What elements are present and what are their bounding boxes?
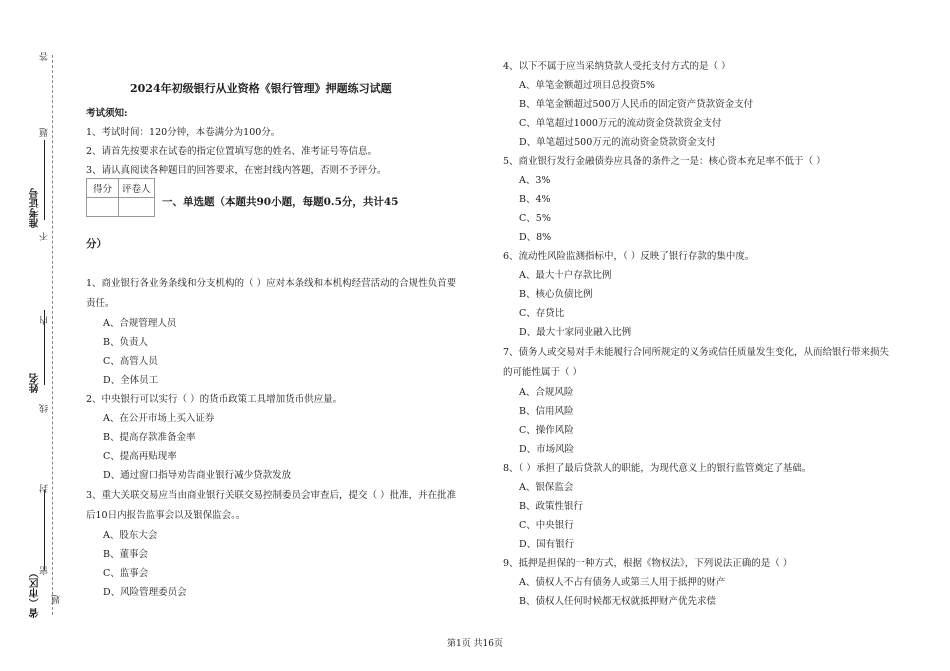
cut-mark: 答 xyxy=(40,52,50,61)
grader-label: 评卷人 xyxy=(119,179,155,198)
answer-option: A、债权人不占有债务人或第三人用于抵押的财产 xyxy=(519,577,726,588)
notice-item: 2、请首先按要求在试卷的指定位置填写您的姓名、准考证号等信息。 xyxy=(86,146,378,157)
question-text: 6、流动性风险监测指标中，（ ）反映了银行存款的集中度。 xyxy=(503,251,755,262)
answer-option: A、银保监会 xyxy=(519,482,574,493)
cut-mark: 内 xyxy=(40,316,50,325)
answer-option: C、监事会 xyxy=(103,568,149,579)
score-box xyxy=(86,178,155,217)
notice-item: 1、考试时间：120分钟，本卷满分为100分。 xyxy=(86,127,281,138)
question-text: 后10日内报告监事会以及银保监会。。 xyxy=(86,510,246,521)
question-text: 7、债务人或交易对手未能履行合同所规定的义务或信任质量发生变化，从而给银行带来损失 xyxy=(503,347,890,358)
province-underline xyxy=(44,490,45,570)
answer-option: C、提高再贴现率 xyxy=(103,451,177,462)
answer-option: C、中央银行 xyxy=(519,520,574,531)
cut-mark: 题 xyxy=(40,128,50,137)
answer-option: B、核心负债比例 xyxy=(519,289,593,300)
cut-mark: 不 xyxy=(40,232,50,241)
answer-option: A、合规风险 xyxy=(519,387,574,398)
answer-option: A、3% xyxy=(519,175,551,186)
question-text: 的可能性属于（ ） xyxy=(503,367,583,378)
answer-option: C、5% xyxy=(519,213,551,224)
question-text: 1、商业银行各业务条线和分支机构的（ ）应对本条线和本机构经营活动的合规性负首要 xyxy=(86,278,457,289)
cut-mark: 题 xyxy=(52,595,62,604)
answer-option: B、负责人 xyxy=(103,337,148,348)
answer-option: D、全体员工 xyxy=(103,375,159,386)
question-text: 5、商业银行发行金融债券应具备的条件之一是：核心资本充足率不低于（ ） xyxy=(503,156,826,167)
answer-option: D、8% xyxy=(519,232,552,243)
score-cell xyxy=(87,198,119,217)
answer-option: B、政策性银行 xyxy=(519,501,583,512)
answer-option: C、高管人员 xyxy=(103,356,158,367)
answer-option: B、董事会 xyxy=(103,549,148,560)
answer-option: D、风险管理委员会 xyxy=(103,587,187,598)
answer-option: A、单笔金额超过项目总投资5% xyxy=(519,80,655,91)
answer-option: A、合规管理人员 xyxy=(103,318,177,329)
answer-option: D、单笔超过500万元的流动资金贷款资金支付 xyxy=(519,137,716,148)
question-text: 3、重大关联交易应当由商业银行关联交易控制委员会审查后，提交（ ）批准，并在批准 xyxy=(86,490,457,501)
answer-option: A、最大十户存款比例 xyxy=(519,270,612,281)
cut-mark: 线 xyxy=(40,404,50,413)
score-label: 得分 xyxy=(87,179,119,198)
answer-option: C、单笔超过1000万元的流动资金贷款资金支付 xyxy=(519,118,722,129)
answer-option: B、提高存款准备金率 xyxy=(103,432,196,443)
notice-item: 3、请认真阅读各种题目的回答要求，在密封线内答题，否则不予评分。 xyxy=(86,165,387,176)
answer-option: B、债权人任何时候都无权就抵押财产优先求偿 xyxy=(519,596,716,607)
section-title: 一、单选题（本题共90小题，每题0.5分，共计45 xyxy=(162,196,399,208)
answer-option: C、操作风险 xyxy=(519,425,574,436)
answer-option: C、存贷比 xyxy=(519,308,565,319)
question-text: 2、中央银行可以实行（ ）的货币政策工具增加货币供应量。 xyxy=(86,394,343,405)
grader-cell xyxy=(119,198,155,217)
answer-option: B、单笔金额超过500万人民币的固定资产贷款资金支付 xyxy=(519,99,754,110)
cut-mark: 密 xyxy=(40,566,50,575)
answer-option: D、最大十家同业融入比例 xyxy=(519,327,632,338)
page-number: 第1页 共16页 xyxy=(446,639,504,649)
answer-option: D、国有银行 xyxy=(519,539,575,550)
answer-option: A、股东大会 xyxy=(103,530,158,541)
exam-title: 2024年初级银行从业资格《银行管理》押题练习试题 xyxy=(130,82,392,95)
question-text: 4、以下不属于应当采纳贷款人受托支付方式的是（ ） xyxy=(503,61,731,72)
question-text: 责任。 xyxy=(86,298,115,309)
question-text: 8、（ ）承担了最后贷款人的职能，为现代意义上的银行监管奠定了基础。 xyxy=(503,463,812,474)
section-title-continued: 分） xyxy=(86,238,107,250)
province-label: 省（市区） xyxy=(30,568,41,618)
notice-heading: 考试须知: xyxy=(86,108,128,119)
admission-number-label: 准考证号 xyxy=(30,188,41,228)
admission-underline xyxy=(44,140,45,220)
answer-option: B、信用风险 xyxy=(519,406,574,417)
name-label: 姓名 xyxy=(30,373,41,393)
answer-option: D、通过窗口指导劝告商业银行减少贷款发放 xyxy=(103,470,292,481)
answer-option: A、在公开市场上买入证券 xyxy=(103,413,215,424)
question-text: 9、抵押是担保的一种方式，根据《物权法》，下列说法正确的是（ ） xyxy=(503,558,793,569)
answer-option: B、4% xyxy=(519,194,551,205)
binding-line xyxy=(52,55,53,615)
cut-mark: 封 xyxy=(40,484,50,493)
answer-option: D、市场风险 xyxy=(519,444,575,455)
